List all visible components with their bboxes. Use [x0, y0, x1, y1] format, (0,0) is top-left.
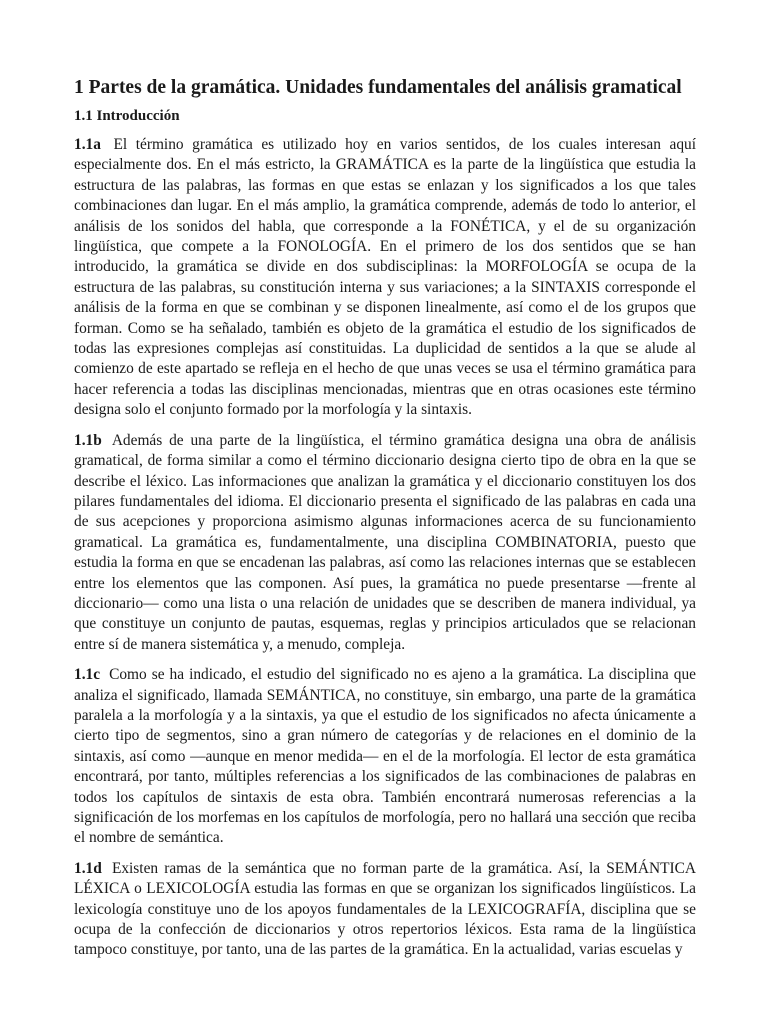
paragraph-number: 1.1c: [74, 666, 101, 684]
section-heading: 1.1 Introducción: [74, 108, 180, 124]
paragraph-1-1d: [74, 859, 696, 961]
paragraph-text: Como se ha indicado, el estudio del significado no es ajeno a la gramática. La disciplina que analiza el significado, llamada SEMÁNTICA, no constituye, sin embargo, una parte de la gramática paralela a la morfología y a la sintaxis, ya que el estudio de los significados no afecta únicamente a cierto tipo de segmentos, sino a gran número de categorías y de relaciones en el dominio de la sintaxis, así como —aunque en menor medida— en el de la morfología. El lector de esta gramática encontrará, por tanto, múltiples referencias a los significados de las combinaciones de palabras en todos los capítulos de sintaxis de esta obra. También encontrará numerosas referencias a la significación de los morfemas en los capítulos de morfología, pero no hallará una sección que reciba el nombre de semántica.: [74, 666, 696, 847]
paragraph-1-1a: [74, 135, 696, 421]
paragraph-number: 1.1d: [74, 859, 102, 877]
chapter-title: 1 Partes de la gramática. Unidades fundamentales del análisis gramatical: [74, 77, 682, 98]
paragraph-text: El término gramática es utilizado hoy en varios sentidos, de los cuales interesan aquí especialmente dos. En el más estricto, la GRAMÁTICA es la parte de la lingüística que estudia la estructura de las palabras, las formas en que estas se enlazan y los significados a los que tales combinaciones dan lugar. En el más amplio, la gramática comprende, además de todo lo anterior, el análisis de los sonidos del habla, que corresponde a la FONÉTICA, y el de su organización lingüística, que compete a la FONOLOGÍA. En el primero de los dos sentidos que se han introducido, la gramática se divide en dos subdisciplinas: la MORFOLOGÍA se ocupa de la estructura de las palabras, su constitución interna y sus variaciones; a la SINTAXIS corresponde el análisis de la forma en que se combinan y se disponen linealmente, así como el de los grupos que forman. Como se ha señalado, también es objeto de la gramática el estudio de los significados de todas las expresiones complejas así constituidas. La duplicidad de sentidos a la que se alude al comienzo de este apartado se refleja en el hecho de que unas veces se usa el término gramática para hacer referencia a todas las disciplinas mencionadas, mientras que en otras ocasiones este término designa solo el conjunto formado por la morfología y la sintaxis.: [74, 136, 696, 419]
paragraph-number: 1.1a: [74, 136, 101, 153]
document-body: [74, 76, 696, 971]
paragraph-1-1c: [74, 665, 696, 849]
paragraph-text: Existen ramas de la semántica que no forman parte de la gramática. Así, la SEMÁNTICA LÉXICA o LEXICOLOGÍA estudia las formas en que se organizan los significados lingüísticos. La lexicología constituye uno de los apoyos fundamentales de la LEXICOGRAFÍA, disciplina que se ocupa de la confección de diccionarios y otros repertorios léxicos. Esta rama de la lingüística tampoco constituye, por tanto, una de las partes de la gramática. En la actualidad, varias escuelas y: [74, 859, 696, 959]
paragraph-number: 1.1b: [74, 431, 102, 449]
paragraph-1-1b: [74, 431, 696, 655]
paragraph-text: Además de una parte de la lingüística, el término gramática designa una obra de análisis gramatical, de forma similar a como el término diccionario designa cierto tipo de obra en la que se describe el léxico. Las informaciones que analizan la gramática y el diccionario constituyen los dos pilares fundamentales del idioma. El diccionario presenta el significado de las palabras en cada una de sus acepciones y proporciona asimismo algunas informaciones acerca de su funcionamiento gramatical. La gramática es, fundamentalmente, una disciplina COMBINATORIA, puesto que estudia la forma en que se encadenan las palabras, así como las relaciones internas que se establecen entre los elementos que las componen. Así pues, la gramática no puede presentarse —frente al diccionario— como una lista o una relación de unidades que se describen de manera individual, ya que constituye un conjunto de pautas, esquemas, reglas y principios articulados que se relacionan entre sí de manera sistemática y, a menudo, compleja.: [74, 431, 697, 653]
